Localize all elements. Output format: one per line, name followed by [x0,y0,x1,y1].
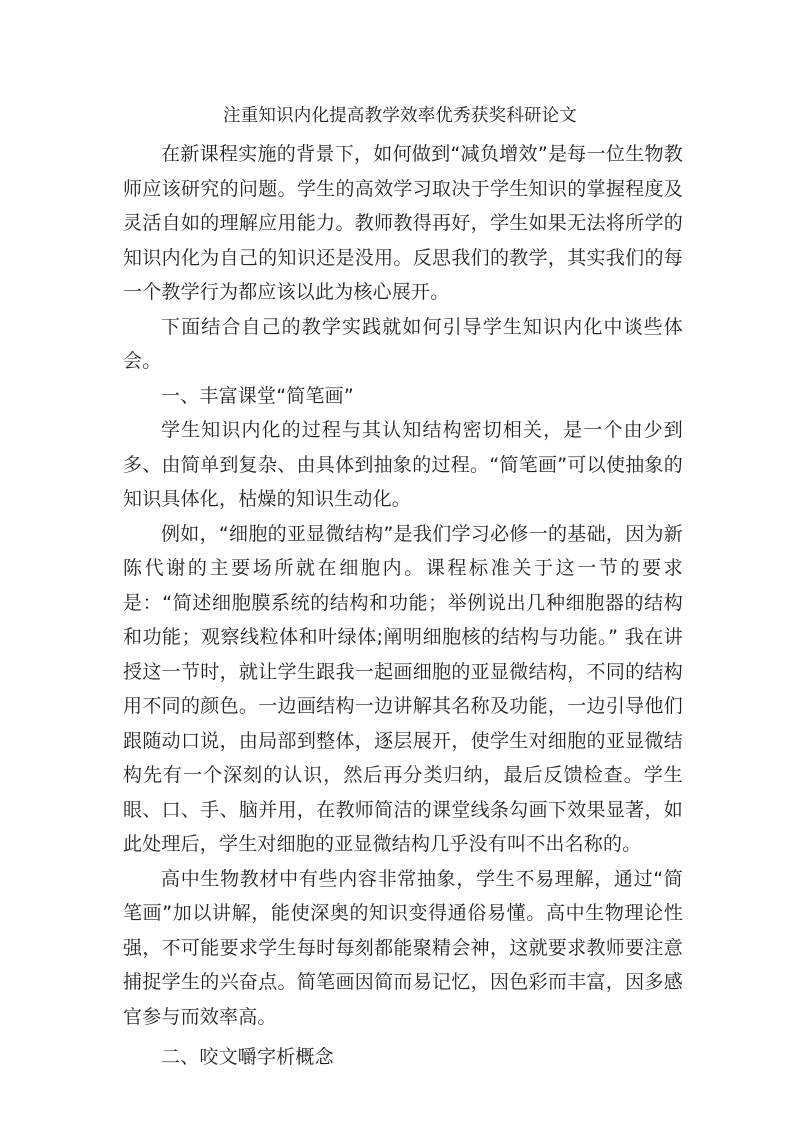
paragraph: 学生知识内化的过程与其认知结构密切相关，是一个由少到多、由简单到复杂、由具体到抽象的过程。“简笔画”可以使抽象的知识具体化，枯燥的知识生动化。 [123,419,683,510]
paragraph: 在新课程实施的背景下，如何做到“减负增效”是每一位生物教师应该研究的问题。学生的高效学习取决于学生知识的掌握程度及灵活自如的理解应用能力。教师教得再好，学生如果无法将所学的知识内化为自己的知识还是没用。反思我们的教学，其实我们的每一个教学行为都应该以此为核心展开。 [123,143,683,303]
section-heading: 一、丰富课堂“简笔画” [161,384,354,407]
paragraph: 高中生物教材中有些内容非常抽象，学生不易理解，通过“简笔画”加以讲解，能使深奥的知识变得通俗易懂。高中生物理论性强，不可能要求学生每时每刻都能聚精会神，这就要求教师要注意捕捉学生的兴奋点。简笔画因简而易记忆，因色彩而丰富，因多感官参与而效率高。 [123,867,683,1028]
section-heading: 二、咬文嚼字析概念 [161,1046,334,1068]
document-body [123,137,683,1075]
document-title: 注重知识内化提高教学效率优秀获奖科研论文 [223,106,577,126]
paragraph: 下面结合自己的教学实践就如何引导学生知识内化中谈些体会。 [123,315,683,372]
paragraph: 例如，“细胞的亚显微结构”是我们学习必修一的基础，因为新陈代谢的主要场所就在细胞内。课程标准关于这一节的要求是：“简述细胞膜系统的结构和功能；举例说出几种细胞器的结构和功能；观察线粒体和叶绿体;阐明细胞核的结构与功能。” 我在讲授这一节时，就让学生跟我一起画细胞的亚显微结构，不同的结构用不同的颜色。一边画结构一边讲解其名称及功能，一边引导他们跟随动口说，由局部到整体，逐层展开，使学生对细胞的亚显微结构先有一个深刻的认识，然后再分类归纳，最后反馈检查。学生眼、口、手、脑并用，在教师简洁的课堂线条勾画下效果显著，如此处理后，学生对细胞的亚显微结构几乎没有叫不出名称的。 [123,522,683,855]
